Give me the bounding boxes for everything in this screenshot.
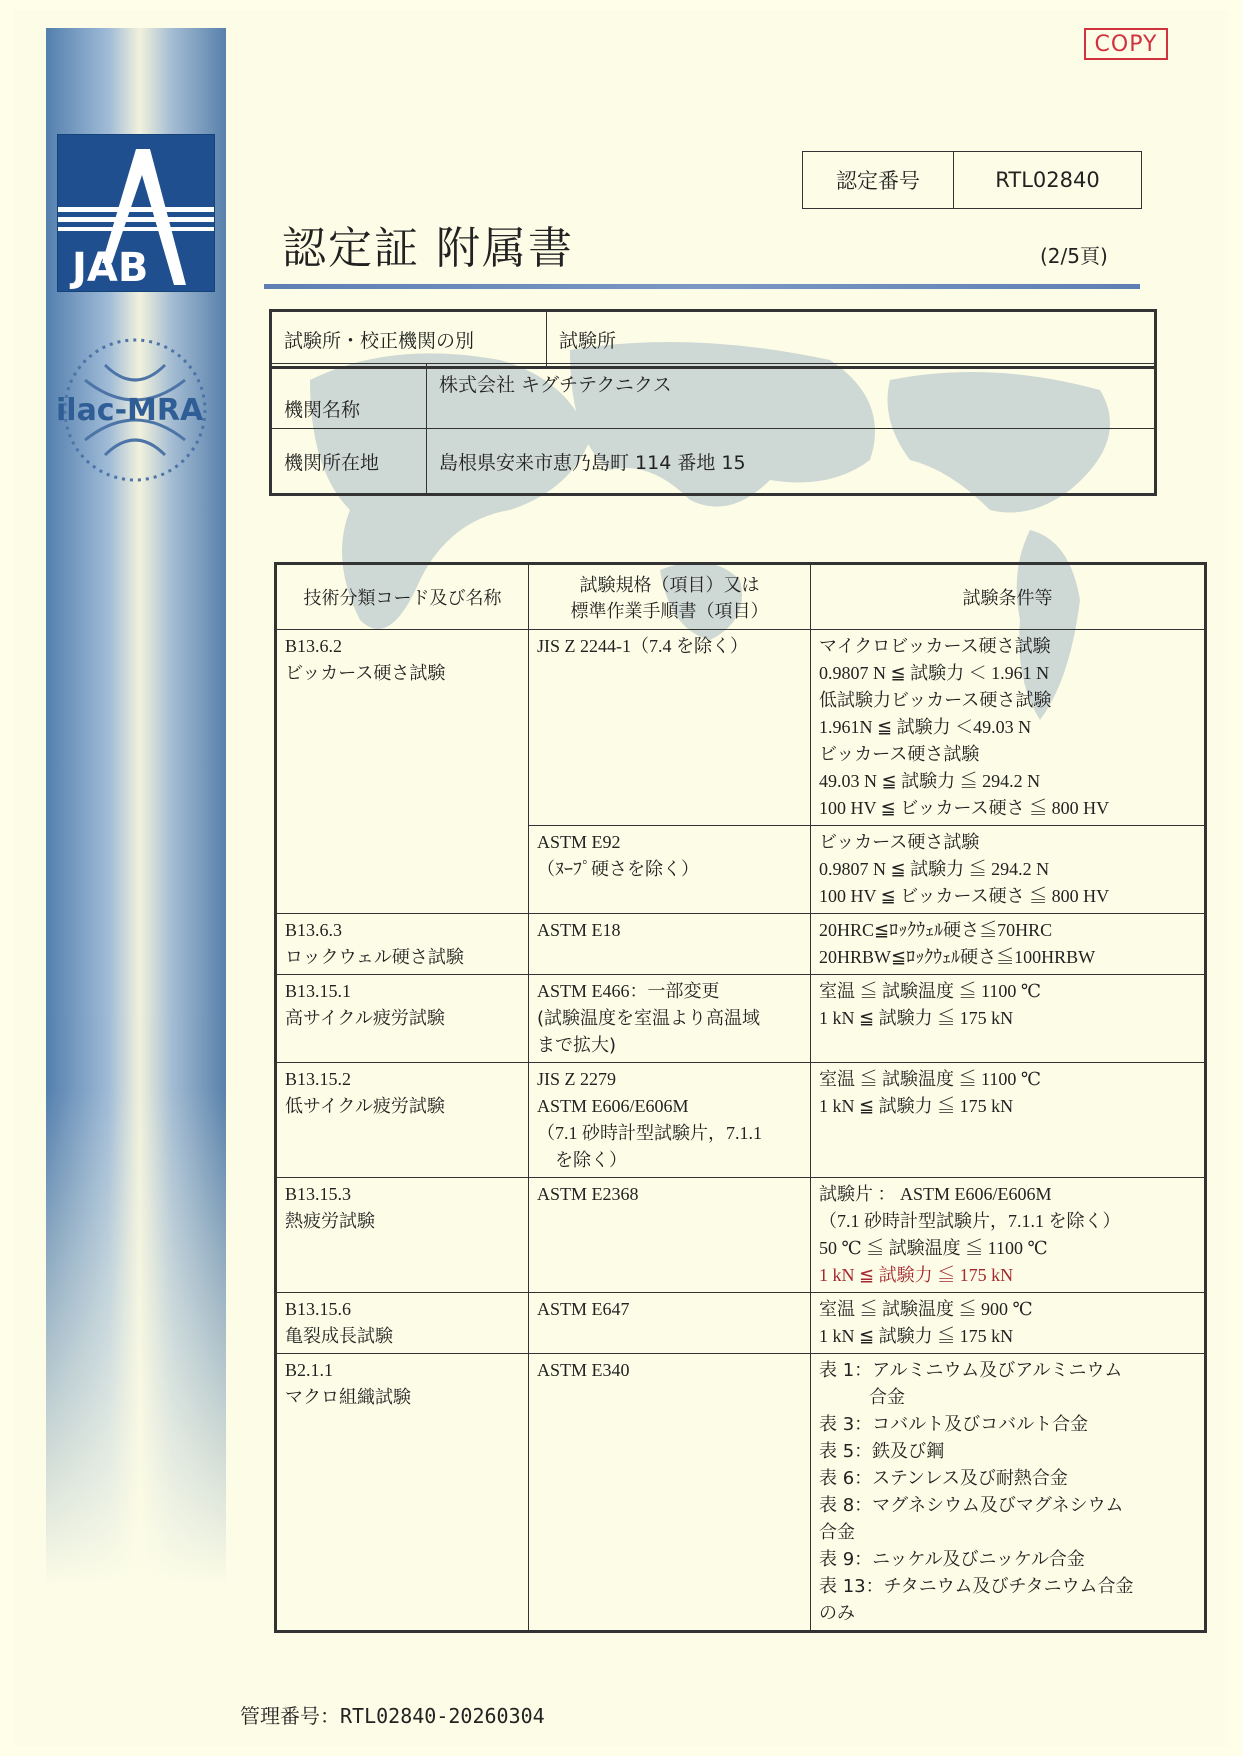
code-cell [276, 914, 529, 975]
condition: 1 kN ≦ 試験力 ≦ 175 kN [819, 1326, 1014, 1346]
condition: 室温 ≦ 試験温度 ≦ 1100 ℃ [819, 1069, 1041, 1089]
condition: 1 kN ≦ 試験力 ≦ 175 kN [819, 1008, 1014, 1028]
condition: 合金 [869, 1387, 905, 1408]
standard-cell [529, 914, 811, 975]
code: B13.15.1 [285, 981, 352, 1001]
copy-stamp: COPY [1084, 28, 1168, 60]
standard: ASTM E92 [537, 832, 621, 852]
standard-cell [529, 630, 811, 826]
code: B13.6.3 [285, 920, 343, 940]
conditions-cell [811, 1063, 1206, 1178]
standard-cell [529, 826, 811, 914]
condition: ビッカース硬さ試験 [819, 832, 980, 853]
condition: 低試験力ビッカース硬さ試験 [819, 690, 1052, 711]
header-line: 標準作業手順書（項目） [570, 601, 769, 622]
standard-note: （7.1 砂時計型試験片，7.1.1 [537, 1123, 762, 1143]
certificate-number-label: 認定番号 [803, 152, 954, 208]
svg-text:JAB: JAB [72, 245, 149, 291]
standard: ASTM E647 [537, 1299, 630, 1319]
conditions-cell [811, 826, 1206, 914]
condition: 室温 ≦ 試験温度 ≦ 900 ℃ [819, 1299, 1033, 1319]
condition: 50 ℃ ≦ 試験温度 ≦ 1100 ℃ [819, 1238, 1048, 1258]
code: B2.1.1 [285, 1360, 334, 1380]
condition: 表 6：ステンレス及び耐熱合金 [819, 1468, 1068, 1489]
conditions-cell [811, 914, 1206, 975]
condition: 表 3：コバルト及びコバルト合金 [819, 1414, 1089, 1435]
code-cell [276, 1063, 529, 1178]
condition: 0.9807 N ≦ 試験力 ≦ 294.2 N [819, 859, 1050, 879]
code: B13.6.2 [285, 636, 343, 656]
condition: 100 HV ≦ ビッカース硬さ ≦ 800 HV [819, 886, 1110, 906]
conditions-cell [811, 1354, 1206, 1632]
certificate-number-value: RTL02840 [995, 168, 1100, 192]
conditions-cell [811, 1293, 1206, 1354]
condition: 試験片 ： ASTM E606/E606M [819, 1184, 1052, 1204]
standard-cell [529, 975, 811, 1063]
condition: 20HRBW≦ﾛｯｸｳｪﾙ硬さ≦100HRBW [819, 947, 1096, 967]
column-header-conditions: 試験条件等 [811, 564, 1206, 630]
condition: 表 13：チタニウム及びチタニウム合金 [819, 1576, 1134, 1597]
standard: ASTM E606/E606M [537, 1096, 689, 1116]
title-rule [264, 284, 1140, 289]
table-row [276, 1354, 1206, 1632]
accreditation-scope-table [274, 562, 1207, 1633]
organization-info-table-2 [269, 363, 1157, 496]
table-row [276, 1178, 1206, 1293]
condition: 1 kN ≦ 試験力 ≦ 175 kN [819, 1265, 1014, 1285]
header-line: 試験規格（項目）又は [579, 575, 760, 596]
conditions-cell [811, 975, 1206, 1063]
standard: JIS Z 2279 [537, 1069, 617, 1089]
code: B13.15.6 [285, 1299, 352, 1319]
standard-cell [529, 1354, 811, 1632]
condition: 表 5：鉄及び鋼 [819, 1441, 945, 1462]
code-cell [276, 975, 529, 1063]
condition: 室温 ≦ 試験温度 ≦ 1100 ℃ [819, 981, 1041, 1001]
jab-logo [57, 134, 215, 292]
info-label: 機関所在地 [271, 429, 427, 495]
standard-cell [529, 1293, 811, 1354]
condition: 1 kN ≦ 試験力 ≦ 175 kN [819, 1096, 1014, 1116]
condition: 100 HV ≦ ビッカース硬さ ≦ 800 HV [819, 798, 1110, 818]
condition: 合金 [819, 1522, 855, 1543]
table-row [276, 1063, 1206, 1178]
table-row [276, 630, 1206, 826]
standard: ASTM E2368 [537, 1184, 639, 1204]
standard: JIS Z 2244-1（7.4 を除く） [537, 636, 748, 656]
column-header-code: 技術分類コード及び名称 [276, 564, 529, 630]
standard-note: を除く） [555, 1150, 627, 1170]
table-row [276, 914, 1206, 975]
table-row [276, 1293, 1206, 1354]
standard-note: まで拡大) [537, 1035, 617, 1056]
page-title: 認定証 附属書 [282, 223, 574, 274]
column-header-standard [529, 564, 811, 630]
category-name: 高サイクル疲労試験 [285, 1008, 445, 1029]
category-name: ビッカース硬さ試験 [285, 663, 446, 684]
standard: ASTM E340 [537, 1360, 630, 1380]
code-cell [276, 1178, 529, 1293]
certificate-number-box [802, 151, 1142, 209]
standard: ASTM E466：一部変更 [537, 981, 720, 1001]
standard-note: （ﾇｰﾌﾟ硬さを除く） [537, 859, 699, 879]
category-name: マクロ組織試験 [285, 1387, 411, 1408]
category-name: 亀裂成長試験 [285, 1326, 393, 1347]
condition: 表 9：ニッケル及びニッケル合金 [819, 1549, 1085, 1570]
code-cell [276, 1293, 529, 1354]
code: B13.15.2 [285, 1069, 352, 1089]
standard-note: (試験温度を室温より高温域 [537, 1008, 761, 1029]
category-name: 熱疲労試験 [285, 1211, 375, 1232]
code-cell [276, 630, 529, 914]
jab-logo-icon [58, 135, 214, 291]
ilac-mra-logo [50, 325, 220, 495]
condition: （7.1 砂時計型試験片，7.1.1 を除く） [819, 1211, 1121, 1231]
standard-cell [529, 1178, 811, 1293]
condition: 1.961N ≦ 試験力 ＜49.03 N [819, 717, 1032, 737]
conditions-cell [811, 1178, 1206, 1293]
category-name: ロックウェル硬さ試験 [285, 947, 464, 968]
info-value: 試験所 [547, 311, 1156, 368]
condition: 0.9807 N ≦ 試験力 ＜ 1.961 N [819, 663, 1050, 683]
condition: 表 1：アルミニウム及びアルミニウム [819, 1360, 1123, 1381]
info-value: 株式会社 キグチテクニクス [427, 364, 1156, 429]
info-row [271, 429, 1156, 495]
condition: 49.03 N ≦ 試験力 ≦ 294.2 N [819, 771, 1041, 791]
table-row [276, 975, 1206, 1063]
condition: のみ [819, 1603, 855, 1624]
condition: 20HRC≦ﾛｯｸｳｪﾙ硬さ≦70HRC [819, 920, 1053, 940]
info-row [271, 364, 1156, 429]
management-number: 管理番号：RTL02840-20260304 [240, 1704, 545, 1728]
info-label: 試験所・校正機関の別 [271, 311, 547, 368]
info-label: 機関名称 [271, 364, 427, 429]
table-header-row [276, 564, 1206, 630]
standard: ASTM E18 [537, 920, 621, 940]
svg-text:ilac-MRA: ilac-MRA [56, 393, 204, 428]
code-cell [276, 1354, 529, 1632]
ilac-mra-logo-icon [50, 325, 220, 495]
standard-cell [529, 1063, 811, 1178]
page-number: (2/5頁) [1040, 244, 1108, 268]
info-value: 島根県安来市恵乃島町 114 番地 15 [427, 429, 1156, 495]
info-row [271, 311, 1156, 368]
category-name: 低サイクル疲労試験 [285, 1096, 445, 1117]
code: B13.15.3 [285, 1184, 352, 1204]
organization-info-table [269, 309, 1157, 369]
condition: 表 8：マグネシウム及びマグネシウム [819, 1495, 1124, 1516]
condition: ビッカース硬さ試験 [819, 744, 980, 765]
condition: マイクロビッカース硬さ試験 [819, 636, 1051, 657]
conditions-cell [811, 630, 1206, 826]
